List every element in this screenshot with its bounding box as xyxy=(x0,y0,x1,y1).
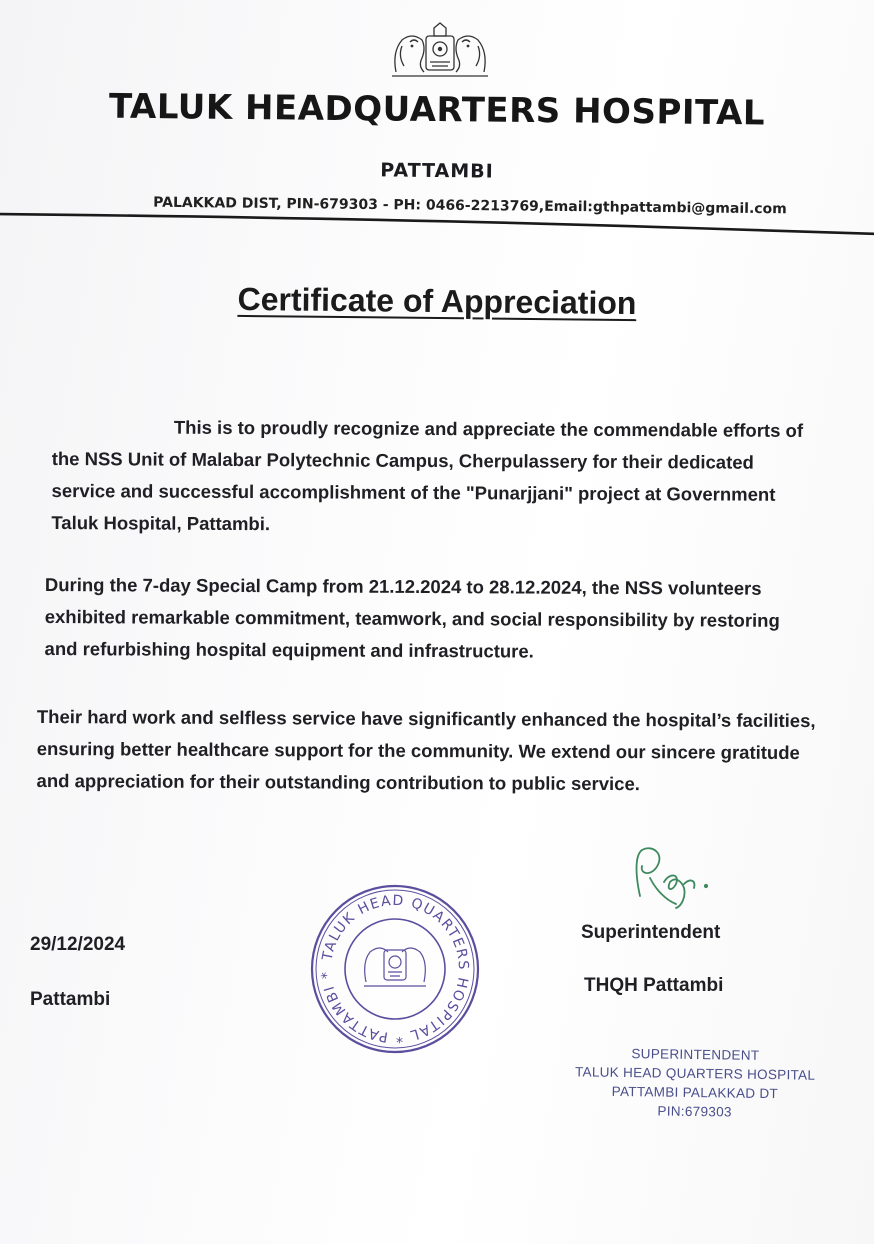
svg-text:TALUK HEAD QUARTERS HOSPITAL *: TALUK HEAD QUARTERS HOSPITAL * PATTAMBI * xyxy=(318,892,472,1046)
stamp-line: TALUK HEAD QUARTERS HOSPITAL xyxy=(574,1064,816,1083)
appreciation-paragraph-1: This is to proudly recognize and appreciate the commendable efforts of the NSS Unit of Malabar Polytechnic Campus, Cherpulassery for their dedicated service and successful accomplishment of the "Punarjjani" project at Government Taluk Hospital, Pattambi. xyxy=(51,416,804,534)
hospital-place: PATTAMBI xyxy=(380,159,494,183)
emblem-seal-icon xyxy=(364,948,426,986)
signatory-designation: Superintendent xyxy=(581,922,721,943)
appreciation-paragraph-2: During the 7-day Special Camp from 21.12.2024 to 28.12.2024, the NSS volunteers exhibited remarkable commitment, teamwork, and social responsibility by restoring and refurbishing hospital equipment and infrastructure. xyxy=(44,573,780,662)
letterhead-divider xyxy=(0,210,874,236)
issue-date: 29/12/2024 xyxy=(30,934,126,955)
signature-icon xyxy=(626,838,718,912)
hospital-address: PALAKKAD DIST, PIN-679303 - PH: 0466-2213769,Email:gthpattambi@gmail.com xyxy=(153,194,787,218)
hospital-name: TALUK HEADQUARTERS HOSPITAL xyxy=(108,86,766,134)
kerala-state-emblem-icon xyxy=(388,22,492,82)
superintendent-stamp xyxy=(559,1043,830,1123)
certificate-title: Certificate of Appreciation xyxy=(237,280,637,322)
hospital-seal xyxy=(308,882,482,1056)
issue-place: Pattambi xyxy=(30,989,111,1010)
stamp-line: PATTAMBI PALAKKAD DT xyxy=(611,1083,779,1102)
appreciation-paragraph-3: Their hard work and selfless service have significantly enhanced the hospital’s facilities, ensuring better healthcare support for the community. We extend our sincere gratitude and appreciation for their outstanding contribution to public service. xyxy=(36,705,816,794)
stamp-line: SUPERINTENDENT xyxy=(631,1046,760,1063)
stamp-line: PIN:679303 xyxy=(657,1103,732,1120)
signatory-office: THQH Pattambi xyxy=(584,975,724,996)
